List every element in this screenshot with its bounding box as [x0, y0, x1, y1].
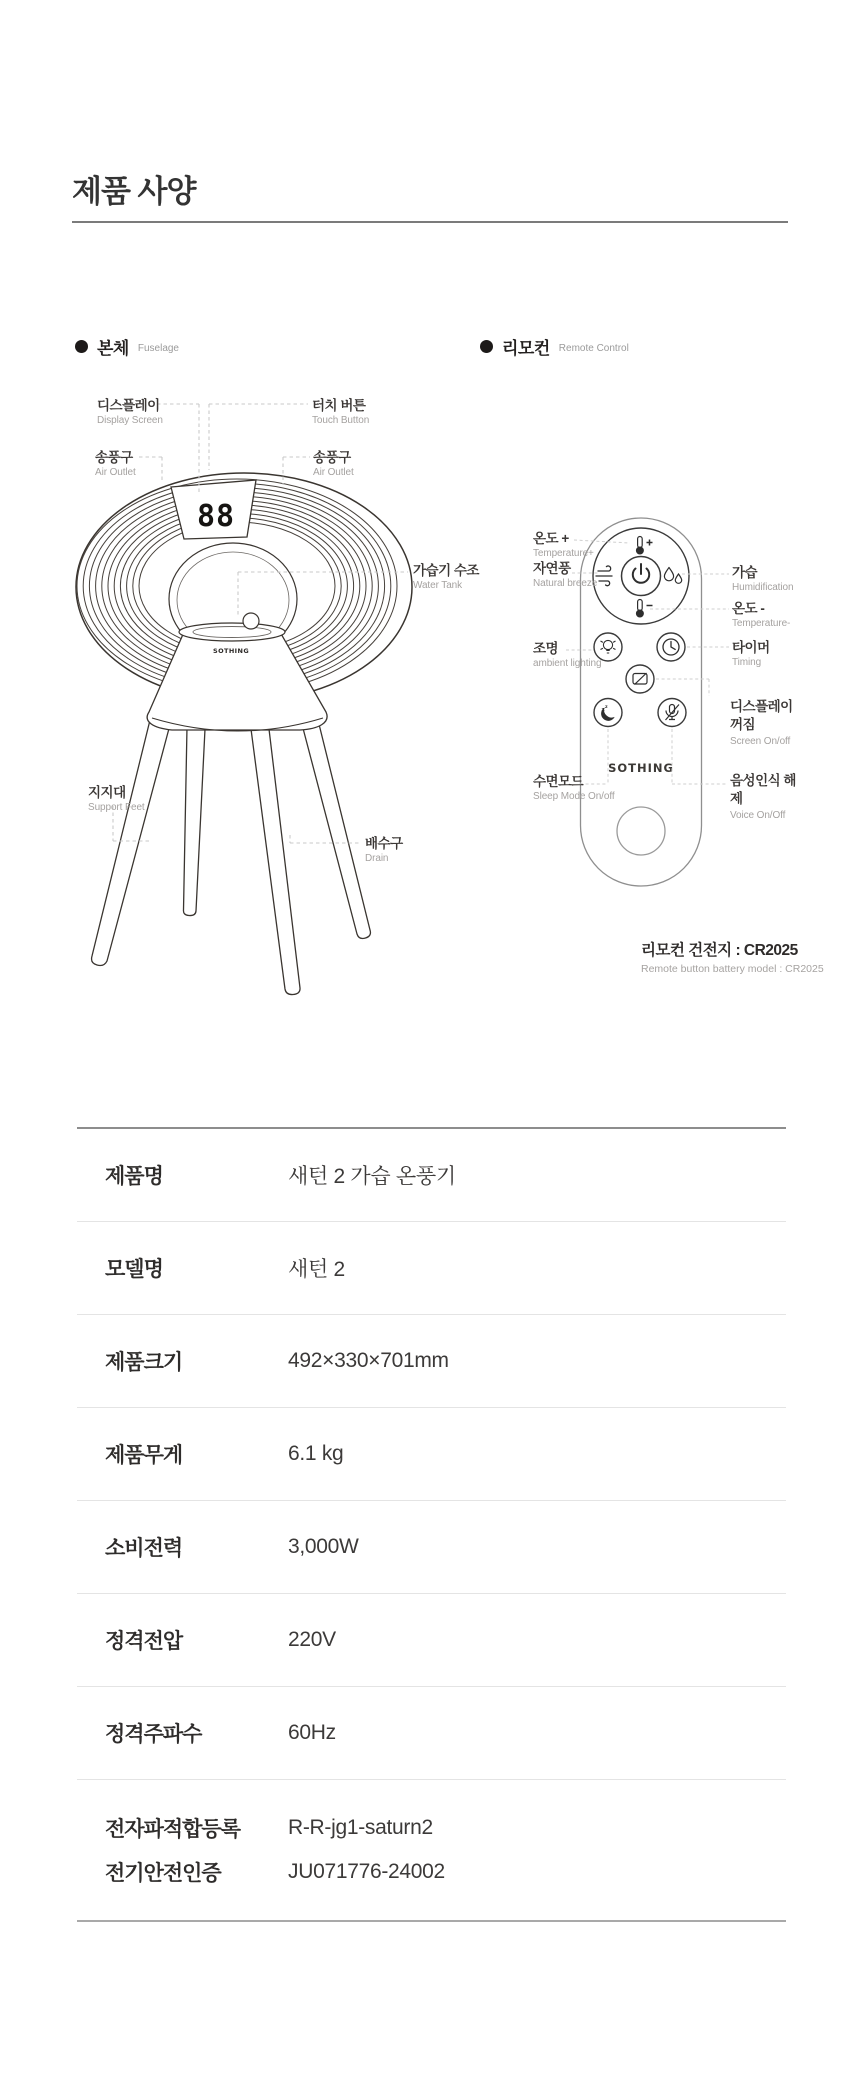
callout-display [97, 398, 163, 426]
callout-drain-ko: 배수구 [365, 836, 403, 851]
callout-natural-breeze-ko: 자연풍 [533, 561, 571, 576]
callout-support-feet-ko: 지지대 [88, 785, 126, 800]
pedestal-brand-logo: SOTHING [213, 647, 250, 655]
battery-note [641, 942, 824, 975]
leg-back-left [183, 727, 205, 916]
table-row [77, 1408, 786, 1501]
callout-timer-ko: 타이머 [732, 640, 770, 655]
device-body-drawing [76, 473, 412, 995]
table-row [77, 1315, 786, 1408]
page-title: 제품 사양 [72, 174, 196, 209]
table-row [77, 1222, 786, 1315]
spec-value: 492×330×701mm [288, 1349, 449, 1372]
battery-note-ko: 리모컨 건전지 : CR2025 [641, 942, 798, 959]
table-row [77, 1594, 786, 1687]
spec-value: 3,000W [288, 1535, 359, 1558]
battery-note-en: Remote button battery model : CR2025 [641, 962, 824, 975]
callout-display-ko: 디스플레이 [97, 398, 160, 413]
callout-sleep-mode [533, 774, 615, 802]
callout-display-off-en: Screen On/off [730, 736, 791, 748]
callout-touch [312, 398, 369, 426]
callout-voice-off-ko: 음성인식 해제 [730, 773, 796, 807]
leader-drain [290, 835, 360, 843]
callout-water-tank-ko: 가습기 수조 [413, 563, 479, 578]
section-header-body [75, 334, 179, 359]
support-legs [92, 708, 371, 995]
cert-line-emc [105, 1813, 786, 1843]
callout-touch-en: Touch Button [312, 415, 370, 427]
spec-label: 제품크기 [105, 1351, 183, 1374]
callout-sleep-mode-en: Sleep Mode On/off [533, 791, 615, 803]
spec-label: 정격전압 [105, 1630, 183, 1653]
table-row [77, 1129, 786, 1222]
callout-ambient-light-en: ambient lighting [533, 658, 602, 670]
section-header-remote [480, 334, 629, 359]
spec-value: 220V [288, 1628, 336, 1651]
remote-drawing [581, 518, 702, 886]
section-body-ko: 본체 [97, 339, 129, 358]
leg-front-left [92, 716, 171, 966]
callout-water-tank [413, 563, 479, 591]
callout-outlet-left [95, 450, 136, 478]
svg-text:z: z [601, 707, 605, 713]
bullet-icon [480, 340, 493, 353]
callout-temp-plus [533, 531, 594, 559]
svg-text:z: z [605, 705, 608, 710]
spec-label: 정격주파수 [105, 1723, 202, 1746]
callout-ambient-light [533, 641, 601, 669]
callout-natural-breeze [533, 561, 597, 589]
section-remote-ko: 리모컨 [502, 339, 550, 358]
leg-back-right [251, 729, 300, 995]
spec-label: 제품명 [105, 1165, 163, 1188]
remote-brand-logo: SOTHING [608, 761, 674, 775]
callout-water-tank-en: Water Tank [413, 580, 463, 592]
callout-humidification-ko: 가습 [732, 565, 758, 580]
callout-temp-minus [732, 601, 790, 629]
callout-timer [732, 640, 770, 668]
spec-value: 새턴 2 [288, 1258, 345, 1281]
callout-temp-plus-ko: 온도 + [533, 531, 569, 546]
callout-timer-en: Timing [732, 657, 762, 669]
pedestal [147, 630, 327, 730]
section-body-en: Fuselage [137, 343, 179, 354]
section-remote-en: Remote Control [558, 343, 629, 354]
cert-line-safety [105, 1857, 786, 1887]
callout-outlet-right-en: Air Outlet [313, 467, 354, 479]
callout-temp-plus-en: Temperature+ [533, 548, 594, 560]
bullet-icon [75, 340, 88, 353]
callout-voice-off [730, 772, 808, 822]
spec-label: 제품무게 [105, 1444, 183, 1467]
callout-temp-minus-en: Temperature- [732, 618, 791, 630]
table-row [77, 1501, 786, 1594]
callout-support-feet [88, 785, 145, 813]
callout-sleep-mode-ko: 수면모드 [533, 774, 584, 789]
callout-ambient-light-ko: 조명 [533, 641, 559, 656]
table-row-certifications [77, 1780, 786, 1920]
leader-outlet-left [139, 457, 162, 481]
callout-display-off-ko: 디스플레이 꺼짐 [730, 699, 793, 733]
callout-humidification-en: Humidification [732, 582, 794, 594]
callout-touch-ko: 터치 버튼 [312, 398, 366, 413]
water-tank-knob [243, 613, 259, 629]
callout-humidification [732, 565, 793, 593]
callout-drain [365, 836, 403, 864]
spec-value: 60Hz [288, 1721, 336, 1744]
callout-voice-off-en: Voice On/Off [730, 810, 786, 822]
tank-top [179, 623, 285, 641]
callout-support-feet-en: Support Feet [88, 802, 145, 814]
spec-value: 새턴 2 가습 온풍기 [288, 1165, 456, 1188]
callout-outlet-right [313, 450, 354, 478]
table-row [77, 1687, 786, 1780]
spec-value: R-R-jg1-saturn2 [288, 1816, 433, 1839]
spec-table [77, 1127, 786, 1922]
callout-outlet-left-en: Air Outlet [95, 467, 136, 479]
spec-value: JU071776-24002 [288, 1860, 445, 1883]
callout-display-off [730, 698, 808, 748]
callout-drain-en: Drain [365, 853, 389, 865]
spec-label: 전기안전인증 [105, 1862, 221, 1885]
spec-value: 6.1 kg [288, 1442, 344, 1465]
leader-touch [209, 404, 308, 470]
spec-label: 모델명 [105, 1258, 163, 1281]
callout-display-en: Display Screen [97, 415, 163, 427]
callout-natural-breeze-en: Natural breeze [533, 578, 598, 590]
display-digits: 88 [196, 499, 236, 534]
spec-label: 전자파적합등록 [105, 1818, 241, 1841]
callout-outlet-right-ko: 송풍구 [313, 450, 351, 465]
title-divider [72, 221, 788, 223]
spec-label: 소비전력 [105, 1537, 183, 1560]
leg-front-right [299, 708, 370, 939]
callout-outlet-left-ko: 송풍구 [95, 450, 133, 465]
callout-temp-minus-ko: 온도 - [732, 601, 765, 616]
